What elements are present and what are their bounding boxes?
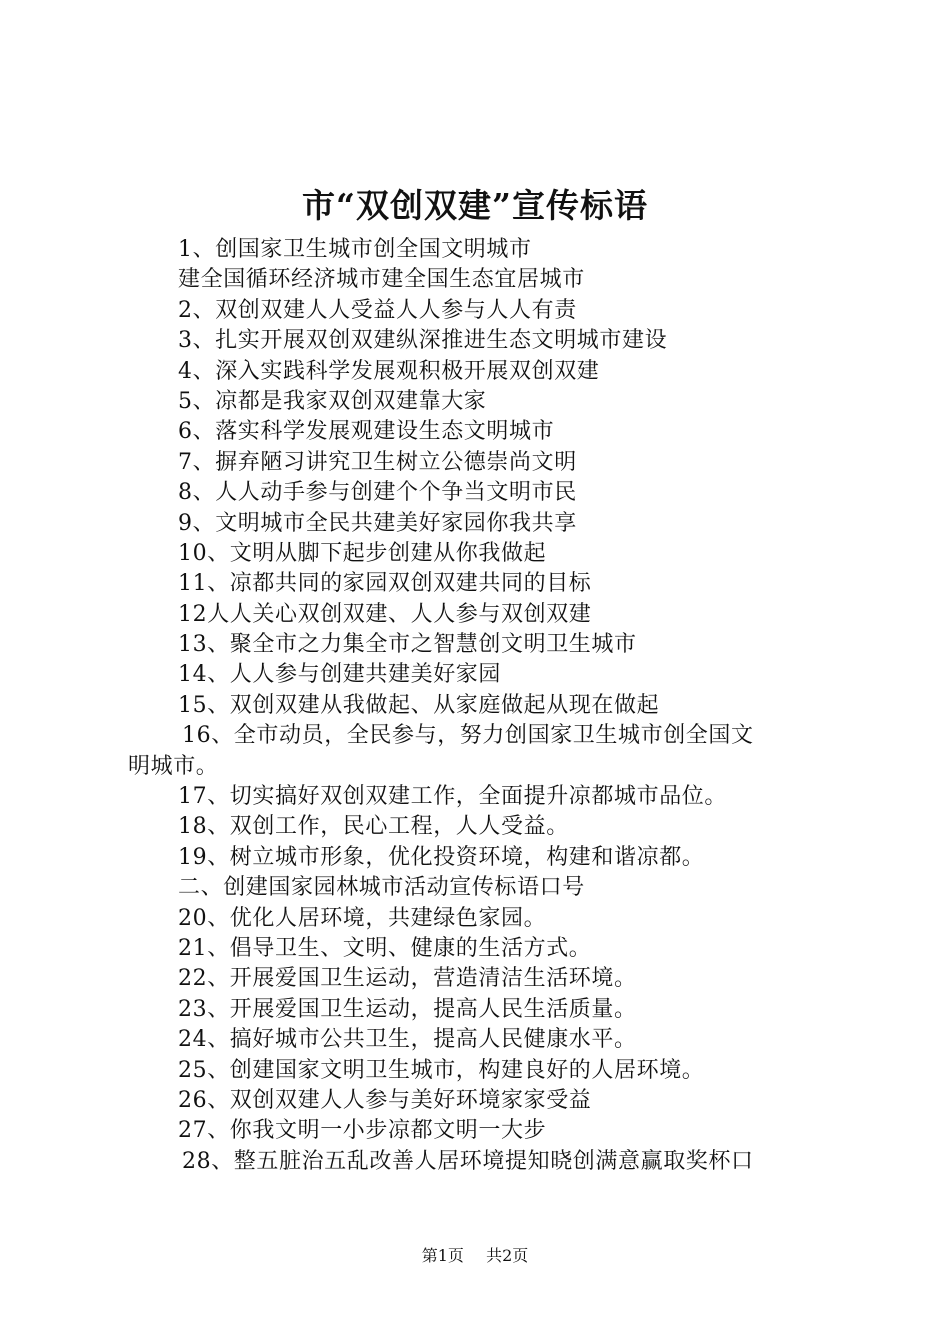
- page-number: 第1页: [421, 1246, 464, 1265]
- slogan-line: 18、双创工作，民心工程，人人受益。: [178, 814, 569, 840]
- slogan-line: 8、人人动手参与创建个个争当文明市民: [178, 480, 577, 506]
- slogan-line: 19、树立城市形象，优化投资环境，构建和谐凉都。: [178, 844, 705, 870]
- slogan-line: 11、凉都共同的家园双创双建共同的目标: [178, 571, 592, 597]
- slogan-line: 17、切实搞好双创双建工作，全面提升凉都城市品位。: [178, 784, 727, 810]
- page-footer: [0, 1244, 950, 1268]
- slogan-line: 21、倡导卫生、文明、健康的生活方式。: [178, 935, 592, 961]
- slogan-line: 27、你我文明一小步凉都文明一大步: [178, 1118, 547, 1144]
- slogan-line: 22、开展爱国卫生运动，营造清洁生活环境。: [178, 966, 637, 992]
- page-total: 共2页: [486, 1246, 529, 1265]
- slogan-line: 12人人关心双创双建、人人参与双创双建: [178, 601, 592, 627]
- slogan-line: 20、优化人居环境，共建绿色家园。: [178, 905, 547, 931]
- slogan-line: 24、搞好城市公共卫生，提高人民健康水平。: [178, 1027, 637, 1053]
- slogan-line: 26、双创双建人人参与美好环境家家受益: [178, 1087, 592, 1113]
- page-title: 市“双创双建”宣传标语: [302, 186, 648, 225]
- slogan-line: 3、扎实开展双创双建纵深推进生态文明城市建设: [178, 328, 668, 354]
- slogan-line: 28、整五脏治五乱改善人居环境提知晓创满意赢取奖杯口: [182, 1148, 754, 1174]
- slogan-line: 7、摒弃陋习讲究卫生树立公德崇尚文明: [178, 449, 577, 475]
- slogan-line: 25、创建国家文明卫生城市，构建良好的人居环境。: [178, 1057, 705, 1083]
- slogan-line: 10、文明从脚下起步创建从你我做起: [178, 540, 547, 566]
- slogan-line: 4、深入实践科学发展观积极开展双创双建: [178, 358, 600, 384]
- slogan-line: 14、人人参与创建共建美好家园: [178, 662, 501, 688]
- slogan-line: 2、双创双建人人受益人人参与人人有责: [178, 297, 577, 323]
- slogan-line: 建全国循环经济城市建全国生态宜居城市: [178, 267, 585, 293]
- slogan-line: 6、落实科学发展观建设生态文明城市: [178, 419, 555, 445]
- slogan-line: 13、聚全市之力集全市之智慧创文明卫生城市: [178, 632, 637, 658]
- slogan-line: 1、创国家卫生城市创全国文明城市: [178, 237, 532, 262]
- slogan-line: 16、全市动员，全民参与，努力创国家卫生城市创全国文: [182, 723, 754, 749]
- slogan-line: 9、文明城市全民共建美好家园你我共享: [178, 510, 577, 536]
- slogan-line: 23、开展爱国卫生运动，提高人民生活质量。: [178, 996, 637, 1022]
- slogan-line: 15、双创双建从我做起、从家庭做起从现在做起: [178, 692, 660, 718]
- section-heading: 二、创建国家园林城市活动宣传标语口号: [178, 875, 585, 901]
- slogan-line-continuation: 明城市。: [128, 753, 219, 779]
- slogan-list: [128, 235, 848, 1177]
- slogan-line: 5、凉都是我家双创双建靠大家: [178, 388, 487, 414]
